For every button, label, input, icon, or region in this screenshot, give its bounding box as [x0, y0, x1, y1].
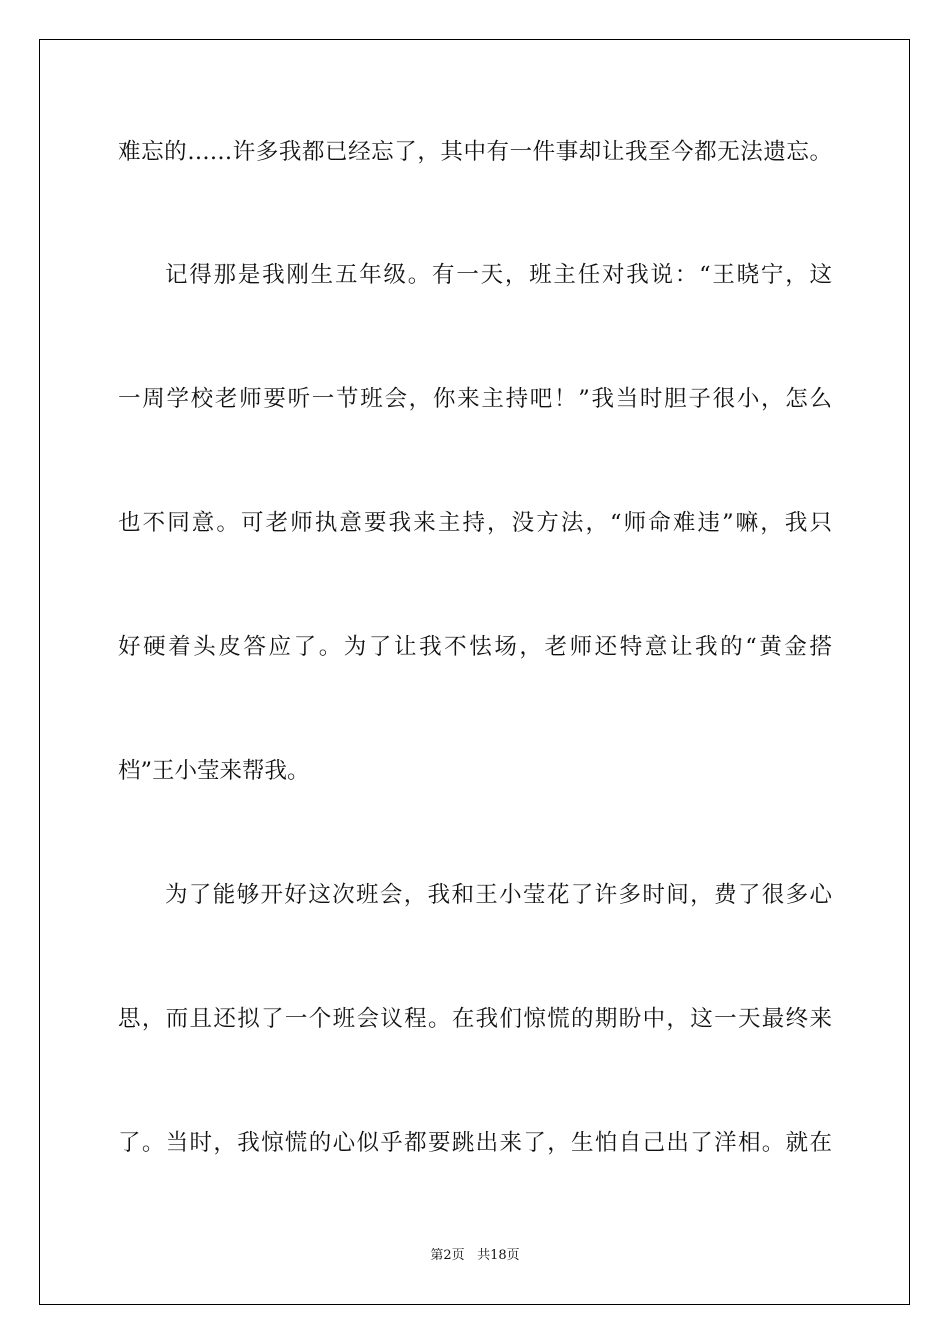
paragraph-line: 思，而且还拟了一个班会议程。在我们惊慌的期盼中，这一天最终来	[118, 1006, 832, 1032]
paragraph-line: 了。当时，我惊慌的心似乎都要跳出来了，生怕自己出了洋相。就在	[118, 1130, 832, 1156]
paragraph-line: 难忘的……许多我都已经忘了，其中有一件事却让我至今都无法遗忘。	[118, 139, 832, 165]
paragraph-line: 档”王小莹来帮我。	[118, 758, 310, 784]
paragraph-line: 也不同意。可老师执意要我来主持，没方法，“师命难违”嘛，我只	[118, 510, 832, 536]
page-number: 第2页	[430, 1248, 465, 1263]
paragraph-line: 为了能够开好这次班会，我和王小莹花了许多时间，费了很多心	[165, 882, 832, 908]
page-border	[39, 39, 910, 1305]
paragraph-line: 好硬着头皮答应了。为了让我不怯场，老师还特意让我的“黄金搭	[118, 634, 832, 660]
paragraph-line: 记得那是我刚生五年级。有一天，班主任对我说：“王晓宁，这	[165, 262, 832, 288]
page-footer	[0, 1244, 950, 1263]
paragraph-line: 一周学校老师要听一节班会，你来主持吧！”我当时胆子很小，怎么	[118, 386, 832, 412]
total-pages: 共18页	[477, 1248, 520, 1263]
